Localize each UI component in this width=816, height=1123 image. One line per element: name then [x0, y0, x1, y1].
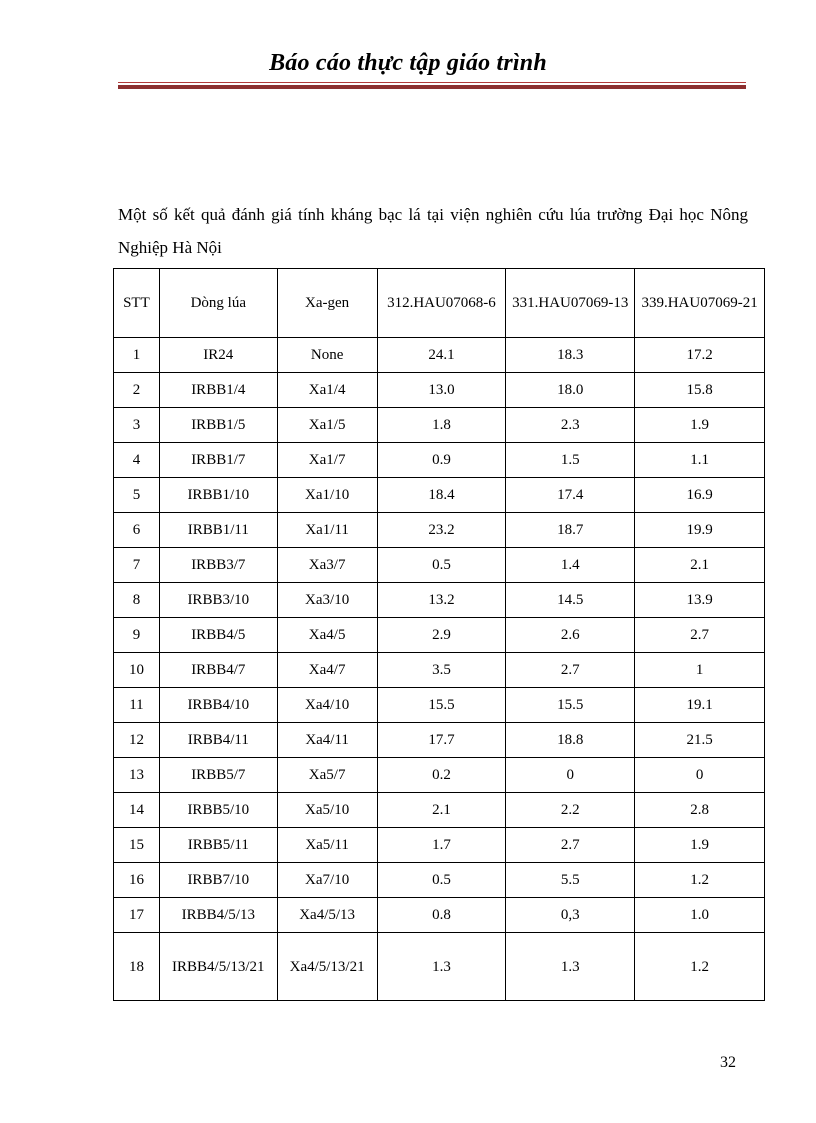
cell-stt: 11	[114, 688, 160, 723]
cell-stt: 1	[114, 338, 160, 373]
cell-strain-331: 14.5	[506, 583, 635, 618]
cell-strain-312: 15.5	[377, 688, 506, 723]
cell-strain-312: 1.8	[377, 408, 506, 443]
cell-rice-line: IRBB1/7	[159, 443, 277, 478]
cell-strain-312: 0.5	[377, 863, 506, 898]
cell-strain-331: 17.4	[506, 478, 635, 513]
cell-xa-gene: Xa4/11	[277, 723, 377, 758]
cell-strain-339: 1.0	[635, 898, 765, 933]
cell-rice-line: IRBB5/7	[159, 758, 277, 793]
cell-xa-gene: Xa5/7	[277, 758, 377, 793]
cell-xa-gene: Xa4/5/13	[277, 898, 377, 933]
cell-strain-331: 18.8	[506, 723, 635, 758]
cell-stt: 16	[114, 863, 160, 898]
header-rule-thick	[118, 85, 746, 89]
cell-strain-331: 2.6	[506, 618, 635, 653]
cell-rice-line: IRBB3/7	[159, 548, 277, 583]
cell-strain-312: 0.5	[377, 548, 506, 583]
table-row	[114, 478, 765, 513]
cell-strain-331: 15.5	[506, 688, 635, 723]
cell-strain-339: 1.2	[635, 863, 765, 898]
cell-strain-339: 1.9	[635, 828, 765, 863]
cell-stt: 12	[114, 723, 160, 758]
cell-xa-gene: Xa4/5	[277, 618, 377, 653]
table-row	[114, 688, 765, 723]
column-header-xa-gene: Xa-gen	[277, 269, 377, 338]
table-row	[114, 828, 765, 863]
cell-rice-line: IRBB4/5/13	[159, 898, 277, 933]
cell-strain-312: 24.1	[377, 338, 506, 373]
cell-stt: 18	[114, 933, 160, 1001]
column-header-strain-312: 312.HAU07068-6	[377, 269, 506, 338]
cell-rice-line: IRBB5/11	[159, 828, 277, 863]
column-header-rice-line: Dòng lúa	[159, 269, 277, 338]
table-row	[114, 898, 765, 933]
table-body	[114, 338, 765, 1001]
cell-strain-339: 19.9	[635, 513, 765, 548]
cell-strain-331: 5.5	[506, 863, 635, 898]
table-row	[114, 373, 765, 408]
cell-strain-312: 2.1	[377, 793, 506, 828]
cell-rice-line: IRBB1/5	[159, 408, 277, 443]
cell-rice-line: IRBB5/10	[159, 793, 277, 828]
cell-xa-gene: Xa7/10	[277, 863, 377, 898]
cell-rice-line: IRBB4/11	[159, 723, 277, 758]
cell-stt: 10	[114, 653, 160, 688]
cell-rice-line: IRBB1/4	[159, 373, 277, 408]
cell-xa-gene: Xa5/11	[277, 828, 377, 863]
cell-strain-339: 1.2	[635, 933, 765, 1001]
cell-stt: 4	[114, 443, 160, 478]
cell-stt: 17	[114, 898, 160, 933]
cell-rice-line: IRBB4/10	[159, 688, 277, 723]
cell-xa-gene: Xa1/11	[277, 513, 377, 548]
cell-strain-312: 13.0	[377, 373, 506, 408]
cell-stt: 8	[114, 583, 160, 618]
cell-xa-gene: Xa3/10	[277, 583, 377, 618]
cell-stt: 9	[114, 618, 160, 653]
intro-paragraph: Một số kết quả đánh giá tính kháng bạc lá tại viện nghiên cứu lúa trường Đại học Nông Nghiệp Hà Nội	[118, 205, 748, 257]
cell-strain-331: 2.7	[506, 653, 635, 688]
table-row	[114, 653, 765, 688]
cell-strain-339: 15.8	[635, 373, 765, 408]
table-row	[114, 443, 765, 478]
table-row	[114, 723, 765, 758]
cell-stt: 14	[114, 793, 160, 828]
cell-strain-331: 2.2	[506, 793, 635, 828]
table-row	[114, 408, 765, 443]
resistance-results-table	[113, 268, 765, 1001]
cell-strain-331: 0	[506, 758, 635, 793]
table-row	[114, 933, 765, 1001]
cell-strain-331: 1.3	[506, 933, 635, 1001]
cell-strain-339: 0	[635, 758, 765, 793]
cell-stt: 5	[114, 478, 160, 513]
table-header-row	[114, 269, 765, 338]
cell-rice-line: IRBB4/5	[159, 618, 277, 653]
page-number: 32	[720, 1054, 736, 1071]
cell-strain-339: 2.7	[635, 618, 765, 653]
cell-stt: 15	[114, 828, 160, 863]
cell-strain-331: 0,3	[506, 898, 635, 933]
cell-xa-gene: Xa4/5/13/21	[277, 933, 377, 1001]
cell-strain-339: 17.2	[635, 338, 765, 373]
cell-xa-gene: Xa3/7	[277, 548, 377, 583]
header-rule-thin	[118, 82, 746, 83]
cell-stt: 3	[114, 408, 160, 443]
cell-strain-331: 18.7	[506, 513, 635, 548]
cell-strain-339: 19.1	[635, 688, 765, 723]
cell-strain-312: 3.5	[377, 653, 506, 688]
cell-xa-gene: Xa4/10	[277, 688, 377, 723]
table-row	[114, 583, 765, 618]
cell-strain-312: 0.8	[377, 898, 506, 933]
cell-strain-339: 16.9	[635, 478, 765, 513]
cell-rice-line: IRBB4/5/13/21	[159, 933, 277, 1001]
cell-strain-331: 1.5	[506, 443, 635, 478]
cell-xa-gene: Xa1/5	[277, 408, 377, 443]
table-row	[114, 758, 765, 793]
cell-strain-312: 1.7	[377, 828, 506, 863]
cell-strain-339: 13.9	[635, 583, 765, 618]
cell-strain-331: 18.3	[506, 338, 635, 373]
cell-strain-331: 1.4	[506, 548, 635, 583]
table-row	[114, 863, 765, 898]
cell-strain-339: 1.1	[635, 443, 765, 478]
cell-strain-312: 17.7	[377, 723, 506, 758]
table-row	[114, 793, 765, 828]
cell-strain-312: 18.4	[377, 478, 506, 513]
cell-strain-312: 2.9	[377, 618, 506, 653]
cell-strain-339: 21.5	[635, 723, 765, 758]
cell-rice-line: IRBB3/10	[159, 583, 277, 618]
table-row	[114, 548, 765, 583]
cell-xa-gene: Xa5/10	[277, 793, 377, 828]
cell-stt: 13	[114, 758, 160, 793]
cell-strain-339: 1.9	[635, 408, 765, 443]
cell-strain-339: 2.1	[635, 548, 765, 583]
cell-strain-312: 0.2	[377, 758, 506, 793]
cell-stt: 2	[114, 373, 160, 408]
cell-xa-gene: Xa1/4	[277, 373, 377, 408]
column-header-strain-331: 331.HAU07069-13	[506, 269, 635, 338]
cell-strain-312: 23.2	[377, 513, 506, 548]
cell-rice-line: IR24	[159, 338, 277, 373]
cell-strain-339: 1	[635, 653, 765, 688]
cell-rice-line: IRBB7/10	[159, 863, 277, 898]
cell-xa-gene: Xa4/7	[277, 653, 377, 688]
cell-strain-312: 1.3	[377, 933, 506, 1001]
cell-rice-line: IRBB1/10	[159, 478, 277, 513]
cell-rice-line: IRBB1/11	[159, 513, 277, 548]
cell-xa-gene: Xa1/10	[277, 478, 377, 513]
cell-strain-312: 0.9	[377, 443, 506, 478]
cell-strain-312: 13.2	[377, 583, 506, 618]
cell-xa-gene: Xa1/7	[277, 443, 377, 478]
table-row	[114, 513, 765, 548]
table-row	[114, 338, 765, 373]
cell-strain-331: 2.7	[506, 828, 635, 863]
cell-rice-line: IRBB4/7	[159, 653, 277, 688]
column-header-strain-339: 339.HAU07069-21	[635, 269, 765, 338]
column-header-stt: STT	[114, 269, 160, 338]
cell-strain-339: 2.8	[635, 793, 765, 828]
cell-strain-331: 2.3	[506, 408, 635, 443]
page-header-title: Báo cáo thực tập giáo trình	[269, 50, 547, 76]
cell-stt: 7	[114, 548, 160, 583]
cell-xa-gene: None	[277, 338, 377, 373]
cell-stt: 6	[114, 513, 160, 548]
cell-strain-331: 18.0	[506, 373, 635, 408]
table-row	[114, 618, 765, 653]
